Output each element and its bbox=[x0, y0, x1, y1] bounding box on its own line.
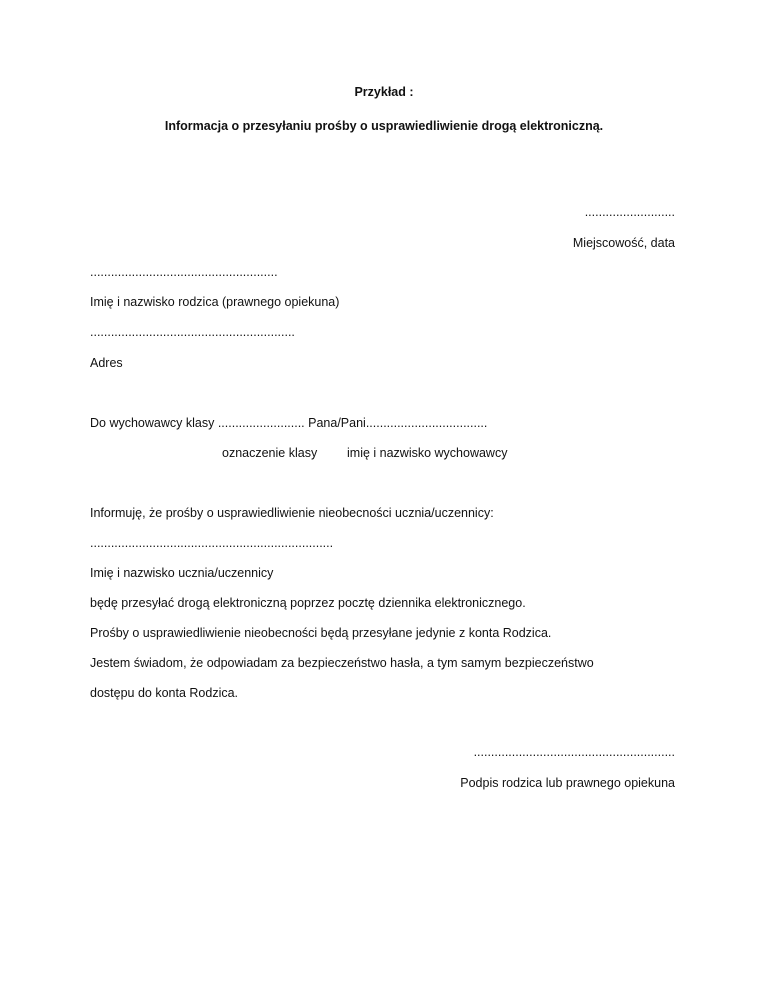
class-dots: ......................... bbox=[217, 416, 305, 430]
body-line-3: Jestem świadom, że odpowiadam za bezpieczeństwo hasła, a tym samym bezpieczeństwo bbox=[90, 656, 594, 670]
addressee-line bbox=[90, 415, 487, 431]
parent-name-label: Imię i nazwisko rodzica (prawnego opiekuna) bbox=[90, 295, 340, 309]
place-date-dots: .......................... bbox=[584, 205, 675, 219]
teacher-caption: imię i nazwisko wychowawcy bbox=[347, 446, 508, 460]
body-line-4: dostępu do konta Rodzica. bbox=[90, 686, 239, 700]
document-title: Informacja o przesyłaniu prośby o usprawiedliwienie drogą elektroniczną. bbox=[164, 119, 604, 133]
pan-pani-label: Pana/Pani bbox=[308, 416, 366, 430]
student-name-label: Imię i nazwisko ucznia/uczennicy bbox=[90, 566, 274, 580]
place-date-label: Miejscowość, data bbox=[572, 236, 675, 250]
signature-dots: .......................................................... bbox=[473, 745, 675, 759]
student-name-dots: ...................................................................... bbox=[90, 536, 334, 550]
example-label: Przykład : bbox=[354, 85, 414, 99]
parent-name-dots: ...................................................... bbox=[90, 265, 278, 279]
class-caption: oznaczenie klasy bbox=[222, 446, 318, 460]
signature-label: Podpis rodzica lub prawnego opiekuna bbox=[460, 776, 675, 790]
addressee-prefix: Do wychowawcy klasy bbox=[90, 416, 215, 430]
address-label: Adres bbox=[90, 356, 123, 370]
body-line-1: będę przesyłać drogą elektroniczną poprzez pocztę dziennika elektronicznego. bbox=[90, 596, 526, 610]
teacher-dots: ................................... bbox=[365, 416, 488, 430]
intro-text: Informuję, że prośby o usprawiedliwienie nieobecności ucznia/uczennicy: bbox=[90, 506, 494, 520]
address-dots: ........................................................... bbox=[90, 325, 295, 339]
body-line-2: Prośby o usprawiedliwienie nieobecności będą przesyłane jedynie z konta Rodzica. bbox=[90, 626, 552, 640]
